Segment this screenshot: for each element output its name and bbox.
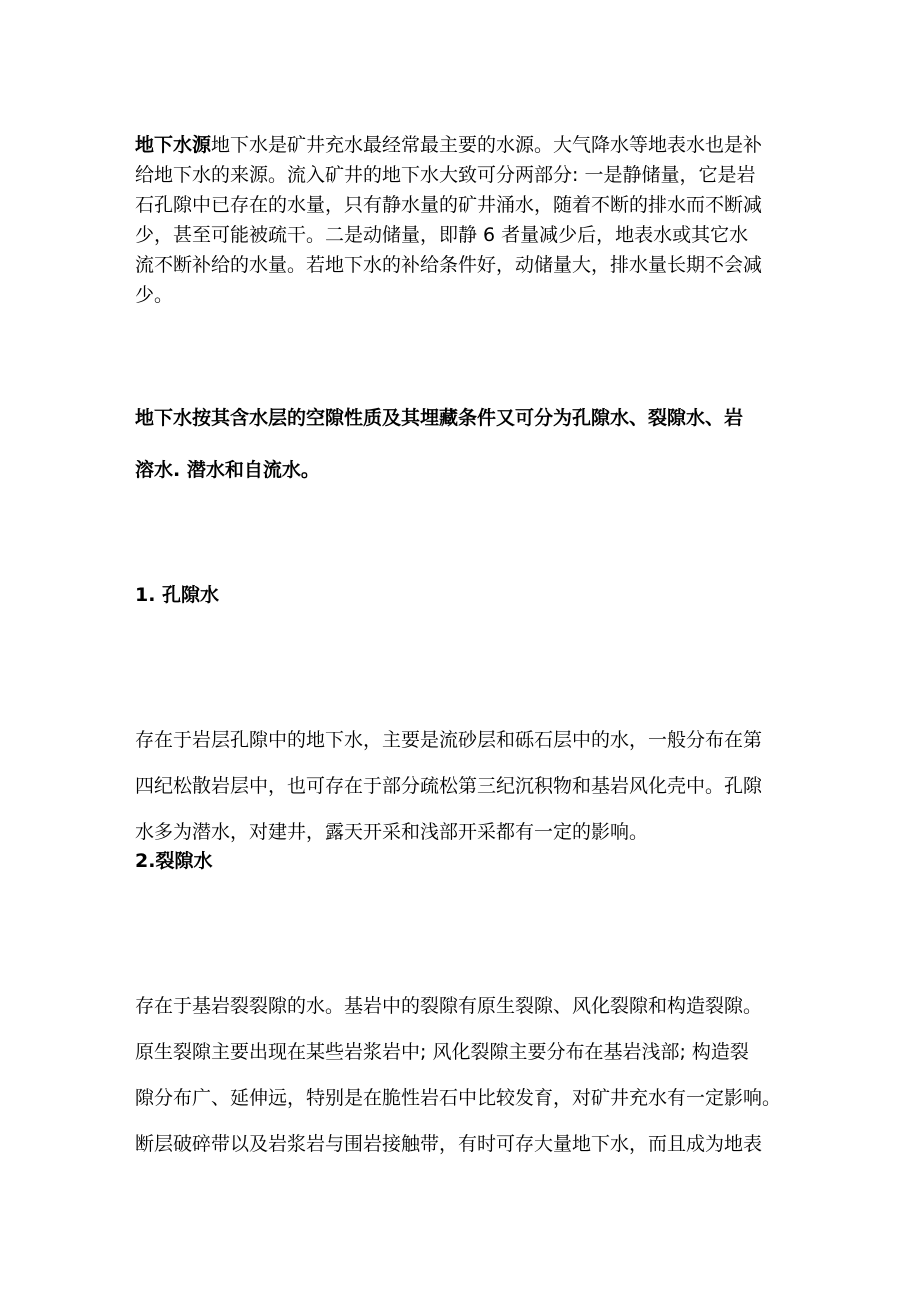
paragraph-groundwater-source — [135, 130, 795, 310]
heading-line: 溶水. 潜水和自流水。 — [135, 459, 320, 481]
paragraph-fissure-water — [135, 983, 795, 1167]
classification-heading — [135, 392, 795, 496]
paragraph-line — [135, 130, 795, 160]
paragraph-line: 给地下水的来源。流入矿井的地下水大致可分两部分: 一是静储量，它是岩 — [135, 164, 756, 186]
paragraph-line: 四纪松散岩层中，也可存在于部分疏松第三纪沉积物和基岩风化壳中。孔隙 — [135, 775, 763, 797]
paragraph-lead-term: 地下水源 — [135, 134, 212, 156]
paragraph-line: 少，甚至可能被疏干。二是动储量，即静 6 者量减少后，地表水或其它水 — [135, 224, 749, 246]
paragraph-line: 原生裂隙主要出现在某些岩浆岩中; 风化裂隙主要分布在基岩浅部; 构造裂 — [135, 1041, 749, 1063]
paragraph-line: 少。 — [135, 284, 174, 306]
paragraph-line: 隙分布广、延伸远，特别是在脆性岩石中比较发育，对矿井充水有一定影响。 — [135, 1087, 782, 1109]
section-heading-fissure-water: 2.裂隙水 — [135, 850, 213, 872]
paragraph-line: 存在于岩层孔隙中的地下水，主要是流砂层和砾石层中的水，一般分布在第 — [135, 729, 763, 751]
paragraph-line: 石孔隙中已存在的水量，只有静水量的矿井涌水，随着不断的排水而不断减 — [135, 194, 763, 216]
heading-line: 地下水按其含水层的空隙性质及其埋藏条件又可分为孔隙水、裂隙水、岩 — [135, 407, 744, 429]
paragraph-line: 流不断补给的水量。若地下水的补给条件好，动储量大，排水量长期不会减 — [135, 254, 763, 276]
paragraph-pore-water — [135, 717, 795, 855]
paragraph-line-text: 地下水是矿井充水最经常最主要的水源。大气降水等地表水也是补 — [211, 134, 763, 156]
section-heading-pore-water: 1. 孔隙水 — [135, 584, 220, 606]
paragraph-line: 断层破碎带以及岩浆岩与围岩接触带，有时可存大量地下水，而且成为地表 — [135, 1133, 763, 1155]
paragraph-line: 存在于基岩裂裂隙的水。基岩中的裂隙有原生裂隙、风化裂隙和构造裂隙。 — [135, 995, 763, 1017]
paragraph-line: 水多为潜水，对建井，露天开采和浅部开采都有一定的影响。 — [135, 821, 649, 843]
